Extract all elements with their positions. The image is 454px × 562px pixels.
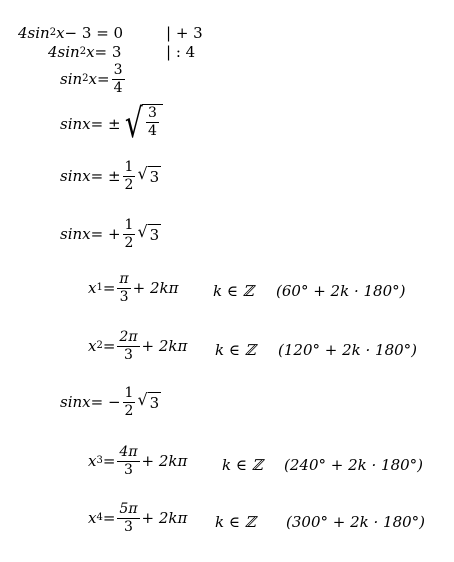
- radical-sign-icon: √: [124, 101, 143, 147]
- line11-domain: [215, 513, 256, 531]
- equation-line-9: [60, 386, 161, 418]
- line8-variable: x: [88, 337, 97, 356]
- line9-equals: = −: [90, 393, 121, 412]
- line4-square-root: [121, 101, 163, 147]
- line11-equals: =: [102, 509, 116, 528]
- line4-radicand: [142, 104, 163, 144]
- line1-variable: x: [56, 24, 65, 42]
- line8-equals: =: [102, 337, 116, 356]
- line11-period: + 2kπ: [141, 509, 188, 528]
- line10-k-integers: k ∈ ℤ: [222, 456, 263, 474]
- line8-fraction: [117, 330, 139, 362]
- line7-denominator: 3: [119, 288, 129, 305]
- line2-rhs: = 3: [94, 43, 122, 61]
- line10-period: + 2kπ: [141, 452, 188, 471]
- line3-variable: x: [88, 70, 97, 89]
- line11-variable: x: [88, 509, 97, 528]
- line4-equals: = ±: [90, 115, 121, 133]
- line4-numerator: 3: [148, 105, 157, 121]
- radical-sign-icon: √: [137, 390, 148, 410]
- line6-fraction: [123, 218, 136, 250]
- line6-numerator: 1: [124, 217, 134, 233]
- line1-operation-text: | + 3: [166, 24, 203, 42]
- line6-lhs: sinx: [60, 225, 91, 244]
- line9-lhs: sinx: [60, 393, 91, 412]
- line3-lhs: sin: [60, 70, 83, 89]
- line8-degrees-text: (120° + 2k · 180°): [278, 341, 418, 359]
- line2-operation-text: | : 4: [166, 43, 196, 61]
- line10-equals: =: [102, 452, 116, 471]
- line1-rhs: − 3 = 0: [64, 24, 124, 42]
- line8-domain: [215, 341, 256, 359]
- equation-line-6: [60, 218, 161, 250]
- line5-numerator: 1: [124, 159, 134, 175]
- line2-lhs: 4sin: [48, 43, 80, 61]
- line9-fraction: [123, 386, 136, 418]
- line5-square-root: [137, 166, 161, 186]
- line10-domain: [222, 456, 263, 474]
- line7-fraction: [117, 272, 130, 304]
- equation-line-5: [60, 160, 161, 192]
- line11-denominator: 3: [124, 518, 133, 535]
- line8-degrees: [278, 341, 417, 359]
- line4-denominator: 4: [148, 122, 157, 139]
- line11-k-integers: k ∈ ℤ: [215, 513, 256, 531]
- line5-equals: = ±: [90, 167, 121, 186]
- line6-radicand: 3: [149, 226, 160, 245]
- equation-line-1: 4sin 2 x − 3 = 0: [18, 24, 124, 42]
- line3-numerator: 3: [113, 62, 123, 78]
- line7-numerator: π: [119, 271, 129, 287]
- line3-fraction: [112, 63, 125, 95]
- line8-k-integers: k ∈ ℤ: [215, 341, 256, 359]
- line1-lhs: 4sin: [18, 24, 50, 42]
- equation-line-10: x 3 = $\frac{4\pi}{3}$ + 2kπ: [88, 444, 188, 478]
- equation-line-8: x 2 = $\frac{2\pi}{3}$ + 2kπ: [88, 329, 188, 363]
- line5-lhs: sinx: [60, 167, 91, 186]
- line1-operation: [166, 24, 203, 42]
- line11-fraction: [117, 502, 139, 534]
- equation-line-11: x 4 = $\frac{5\pi}{3}$ + 2kπ: [88, 501, 188, 535]
- line7-period: + 2kπ: [132, 279, 179, 298]
- line5-fraction: [123, 160, 136, 192]
- line7-domain: [213, 282, 254, 300]
- line9-radicand: 3: [149, 394, 160, 413]
- line7-k-integers: k ∈ ℤ: [213, 282, 254, 300]
- radical-sign-icon: √: [137, 164, 148, 184]
- equation-line-7: x 1 = $\frac{\pi}{3}$ + 2kπ: [88, 271, 179, 305]
- line10-fraction: [117, 445, 139, 477]
- line8-period: + 2kπ: [141, 337, 188, 356]
- line10-degrees-text: (240° + 2k · 180°): [284, 456, 424, 474]
- line11-degrees: [286, 513, 425, 531]
- line7-equals: =: [102, 279, 116, 298]
- line10-degrees: [284, 456, 423, 474]
- line8-denominator: 3: [124, 346, 133, 363]
- line8-numerator: 2π: [119, 329, 138, 345]
- line11-degrees-text: (300° + 2k · 180°): [286, 513, 426, 531]
- line6-denominator: 2: [124, 234, 134, 251]
- line7-variable: x: [88, 279, 97, 298]
- equation-line-2: 4sin 2 x = 3: [48, 43, 122, 61]
- line10-denominator: 3: [124, 461, 133, 478]
- line11-numerator: 5π: [119, 501, 138, 517]
- equation-line-3: sin 2 x = $\frac{3}{4}$: [60, 62, 123, 96]
- line10-numerator: 4π: [119, 444, 138, 460]
- equation-line-4: [60, 101, 163, 147]
- line6-equals: = +: [90, 225, 121, 244]
- line9-numerator: 1: [124, 385, 134, 401]
- line2-variable: x: [86, 43, 95, 61]
- line3-equals: =: [97, 70, 110, 89]
- radical-sign-icon: √: [137, 222, 148, 242]
- line7-degrees-text: (60° + 2k · 180°): [276, 282, 406, 300]
- line4-lhs: sinx: [60, 115, 91, 133]
- line9-denominator: 2: [124, 402, 134, 419]
- line7-degrees: [276, 282, 405, 300]
- line6-square-root: [137, 224, 161, 244]
- line4-fraction: [146, 106, 159, 138]
- line5-denominator: 2: [124, 176, 134, 193]
- line3-denominator: 4: [113, 79, 123, 96]
- line2-operation: [166, 43, 195, 61]
- line10-variable: x: [88, 452, 97, 471]
- line9-square-root: [137, 392, 161, 412]
- line5-radicand: 3: [149, 168, 160, 187]
